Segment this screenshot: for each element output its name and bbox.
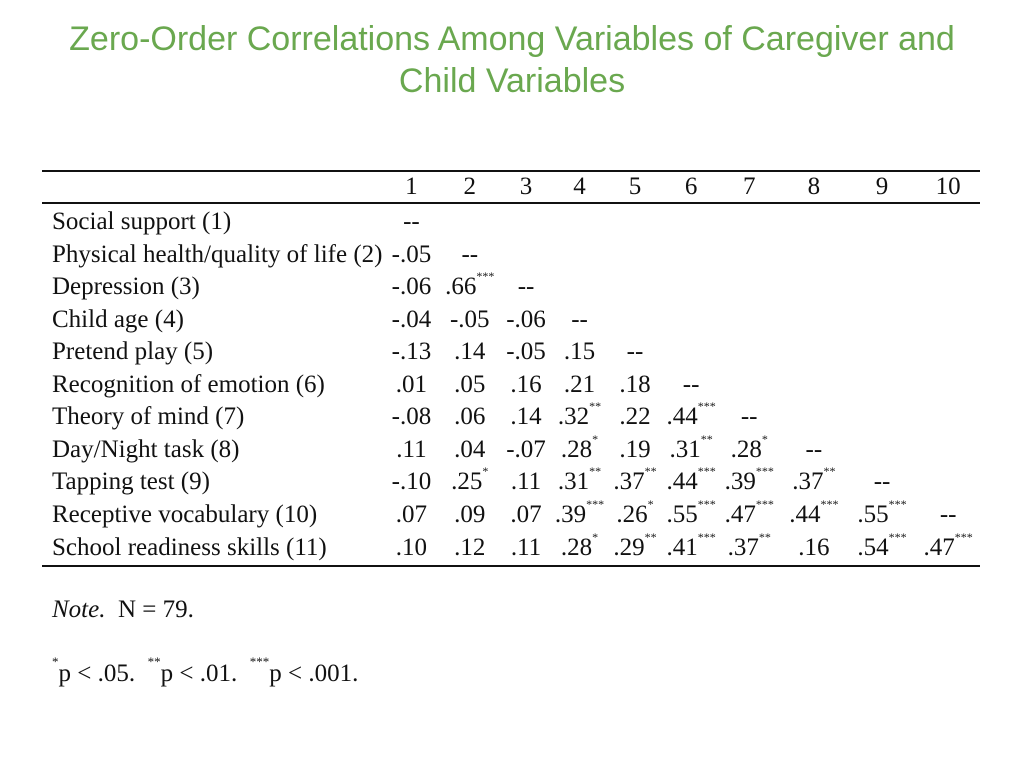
cell-value: .44	[666, 403, 698, 431]
row-label: Physical health/quality of life (2)	[52, 240, 383, 268]
cell-value: .18	[619, 370, 651, 398]
table-cell	[664, 239, 719, 272]
sig-text-3: p < .001.	[269, 660, 359, 687]
cell-value: --	[626, 338, 644, 366]
cell-value: -.05	[506, 338, 546, 366]
row-label: Tapping test (9)	[52, 468, 210, 496]
table-cell	[606, 434, 664, 467]
table-cell	[848, 434, 917, 467]
table-cell	[916, 531, 980, 566]
table-row	[42, 304, 980, 337]
column-header: 7	[718, 171, 780, 203]
cell-value: .37	[727, 534, 759, 561]
cell-value: -.07	[506, 435, 546, 463]
table-cell	[553, 203, 606, 239]
cell-value: .14	[510, 403, 542, 431]
table-row	[42, 434, 980, 467]
cell-value: .29	[613, 534, 645, 561]
cell-value: --	[517, 273, 535, 301]
table-cell	[848, 239, 917, 272]
cell-value: .31	[669, 435, 701, 463]
significance-marker: *	[761, 431, 768, 446]
cell-value: -.05	[449, 305, 490, 333]
table-cell	[780, 434, 848, 467]
cell-value: .11	[510, 468, 542, 496]
significance-marker: ***	[697, 530, 716, 544]
table-cell	[718, 466, 780, 499]
cell-value: .22	[619, 403, 651, 431]
table-cell	[916, 203, 980, 239]
table-cell	[606, 531, 664, 566]
table-cell	[440, 203, 499, 239]
cell-value: .26	[616, 500, 648, 528]
cell-value: .66	[445, 273, 477, 301]
table-cell	[664, 401, 719, 434]
table-row	[42, 239, 980, 272]
cell-value: .41	[666, 534, 698, 561]
table-cell	[382, 336, 440, 369]
significance-marker: *	[592, 530, 599, 544]
significance-marker: *	[592, 431, 599, 446]
significance-marker: ***	[755, 464, 774, 479]
cell-value: .11	[510, 534, 542, 561]
table-cell	[440, 499, 499, 532]
table-cell	[440, 336, 499, 369]
table-cell	[664, 336, 719, 369]
table-cell	[848, 271, 917, 304]
table-cell	[848, 531, 917, 566]
header-corner	[42, 171, 382, 203]
cell-value: --	[403, 208, 420, 236]
table-row	[42, 466, 980, 499]
table-cell	[499, 203, 553, 239]
table-cell	[916, 304, 980, 337]
table-cell	[718, 304, 780, 337]
table-cell	[848, 401, 917, 434]
table-cell	[848, 304, 917, 337]
table-cell	[606, 271, 664, 304]
table-cell	[553, 304, 606, 337]
column-header: 4	[553, 171, 606, 203]
cell-value: .55	[857, 500, 889, 528]
row-label: Child age (4)	[52, 305, 184, 333]
row-label: Social support (1)	[52, 208, 232, 236]
cell-value: .37	[613, 468, 645, 496]
cell-value: .44	[666, 468, 698, 496]
cell-value: .06	[454, 403, 486, 431]
table-cell	[718, 496, 780, 532]
table-cell	[553, 431, 606, 467]
header-row	[42, 171, 980, 203]
cell-value: --	[873, 468, 891, 496]
cell-value: --	[682, 370, 700, 398]
row-label: School readiness skills (11)	[42, 531, 382, 566]
table-body	[42, 203, 980, 566]
cell-value: .28	[730, 435, 762, 463]
slide-title: Zero-Order Correlations Among Variables of Caregiver and Child Variables	[69, 20, 955, 100]
table-cell	[440, 466, 499, 499]
table-cell	[499, 401, 553, 434]
table-cell	[718, 531, 780, 566]
sig-marker-2: **	[147, 654, 161, 669]
row-label: Recognition of emotion (6)	[52, 370, 325, 398]
cell-value: .47	[923, 534, 955, 561]
table-cell	[606, 496, 664, 532]
cell-value: .07	[395, 500, 428, 528]
table-cell	[382, 369, 440, 402]
cell-value: .21	[563, 370, 596, 398]
table-cell	[440, 434, 499, 467]
cell-value: .19	[619, 435, 651, 463]
table-cell	[553, 369, 606, 402]
significance-legend	[52, 654, 359, 688]
significance-marker: **	[589, 464, 602, 479]
cell-value: .28	[560, 435, 593, 463]
table-cell	[916, 271, 980, 304]
cell-value: .55	[666, 500, 698, 528]
table-cell	[664, 304, 719, 337]
significance-marker: **	[758, 530, 771, 544]
table-note	[52, 596, 194, 624]
cell-value: -.05	[391, 240, 432, 268]
cell-value: .44	[789, 500, 821, 528]
table-row	[42, 369, 980, 402]
table-cell	[664, 531, 719, 566]
table-cell	[382, 499, 440, 532]
cell-value: .25	[451, 468, 483, 496]
table-cell	[848, 336, 917, 369]
table-cell	[780, 466, 848, 499]
column-header: 2	[440, 171, 499, 203]
table-cell	[664, 466, 719, 499]
table-cell	[499, 369, 553, 402]
table-cell	[553, 239, 606, 272]
significance-marker: ***	[755, 496, 774, 511]
cell-value: -.06	[391, 273, 432, 301]
significance-marker: *	[647, 496, 654, 511]
table-cell	[848, 203, 917, 239]
table-cell	[553, 466, 606, 499]
cell-value: -.06	[506, 305, 546, 333]
table-cell	[553, 336, 606, 369]
table-cell	[848, 466, 917, 499]
table-cell	[499, 466, 553, 499]
significance-marker: ***	[820, 496, 839, 511]
table-cell	[780, 401, 848, 434]
table-cell	[664, 431, 719, 467]
significance-marker: **	[589, 399, 602, 414]
table-cell	[382, 239, 440, 272]
table-cell	[382, 203, 440, 239]
row-label: Pretend play (5)	[52, 338, 214, 366]
cell-value: .05	[454, 370, 486, 398]
cell-value: .16	[510, 370, 542, 398]
table-row	[42, 531, 980, 566]
table-cell	[606, 304, 664, 337]
table-cell	[606, 369, 664, 402]
table-cell	[382, 434, 440, 467]
table-cell	[718, 203, 780, 239]
table-cell	[606, 203, 664, 239]
table-cell	[780, 304, 848, 337]
significance-marker: ***	[888, 530, 907, 544]
significance-marker: ***	[697, 464, 716, 479]
table-cell	[499, 239, 553, 272]
table-cell	[780, 271, 848, 304]
significance-marker: ***	[697, 496, 716, 511]
table-cell	[553, 531, 606, 566]
significance-marker: ***	[888, 496, 907, 511]
table-row	[42, 401, 980, 434]
cell-value: .12	[454, 534, 486, 561]
cell-value: -.13	[391, 338, 432, 366]
table-cell	[440, 239, 499, 272]
cell-value: --	[571, 305, 588, 333]
table-cell	[553, 271, 606, 304]
table-cell	[499, 434, 553, 467]
table-cell	[916, 369, 980, 402]
table-cell	[848, 496, 917, 532]
significance-marker: *	[482, 464, 489, 479]
table-cell	[780, 203, 848, 239]
cell-value: .09	[454, 500, 486, 528]
cell-value: .11	[396, 435, 427, 463]
table-cell	[382, 466, 440, 499]
cell-value: .54	[857, 534, 889, 561]
table-cell	[916, 434, 980, 467]
table-cell	[499, 499, 553, 532]
table-cell	[553, 496, 606, 532]
table-cell	[780, 496, 848, 532]
column-header: 1	[382, 171, 440, 203]
table-cell	[499, 531, 553, 566]
column-header: 3	[499, 171, 553, 203]
table-cell	[440, 271, 499, 304]
column-header: 6	[664, 171, 719, 203]
significance-marker: ***	[697, 399, 716, 414]
table-cell	[718, 336, 780, 369]
column-header: 5	[606, 171, 664, 203]
table-cell	[499, 304, 553, 337]
cell-value: .39	[554, 500, 587, 528]
cell-value: .07	[510, 500, 542, 528]
cell-value: .37	[792, 468, 824, 496]
table-cell	[606, 239, 664, 272]
table-cell	[499, 336, 553, 369]
table-cell	[916, 499, 980, 532]
cell-value: .39	[724, 468, 756, 496]
row-label: Receptive vocabulary (10)	[52, 500, 318, 528]
cell-value: -.04	[391, 305, 432, 333]
cell-value: --	[939, 500, 957, 528]
table-cell	[916, 466, 980, 499]
note-text: N = 79.	[117, 596, 194, 623]
table-cell	[780, 369, 848, 402]
table-cell	[848, 369, 917, 402]
table-cell	[780, 239, 848, 272]
table-cell	[664, 271, 719, 304]
table-cell	[916, 336, 980, 369]
table-cell	[382, 271, 440, 304]
table-cell	[440, 531, 499, 566]
table-cell	[606, 401, 664, 434]
table-cell	[718, 431, 780, 467]
column-header: 10	[916, 171, 980, 203]
sig-marker-3: ***	[249, 654, 270, 669]
table-cell	[382, 401, 440, 434]
row-label: Day/Night task (8)	[52, 435, 240, 463]
cell-value: .31	[557, 468, 590, 496]
cell-value: .14	[454, 338, 486, 366]
table-cell	[440, 369, 499, 402]
table-cell	[664, 369, 719, 402]
cell-value: .01	[395, 370, 428, 398]
table-cell	[664, 496, 719, 532]
table-cell	[606, 336, 664, 369]
sig-text-2: p < .01.	[160, 660, 238, 687]
significance-marker: **	[700, 431, 713, 446]
table-cell	[440, 401, 499, 434]
cell-value: .16	[798, 534, 830, 561]
row-label: Depression (3)	[52, 273, 200, 301]
table-cell	[780, 531, 848, 566]
table-cell	[440, 304, 499, 337]
table-row	[42, 271, 980, 304]
row-label: Theory of mind (7)	[52, 403, 245, 431]
column-header: 8	[780, 171, 848, 203]
table-row	[42, 499, 980, 532]
correlation-table	[42, 170, 980, 567]
note-label: Note.	[52, 596, 106, 623]
table-cell	[916, 401, 980, 434]
cell-value: --	[461, 240, 479, 268]
table-cell	[553, 401, 606, 434]
table-row	[42, 203, 980, 239]
table-cell	[718, 401, 780, 434]
table-cell	[606, 466, 664, 499]
significance-marker: ***	[586, 496, 605, 511]
significance-marker: **	[644, 530, 657, 544]
cell-value: .15	[563, 338, 596, 366]
table-cell	[718, 271, 780, 304]
significance-marker: **	[823, 464, 836, 479]
cell-value: .47	[724, 500, 756, 528]
cell-value: .32	[557, 403, 590, 431]
table-cell	[780, 336, 848, 369]
table-row	[42, 336, 980, 369]
table-cell	[499, 271, 553, 304]
cell-value: -.08	[391, 403, 432, 431]
cell-value: .04	[454, 435, 486, 463]
cell-value: -.10	[391, 468, 432, 496]
significance-marker: ***	[954, 530, 973, 544]
cell-value: --	[740, 403, 758, 431]
significance-marker: **	[644, 464, 657, 479]
table-cell	[664, 203, 719, 239]
cell-value: .28	[560, 534, 593, 561]
cell-value: --	[805, 435, 823, 463]
table-cell	[718, 239, 780, 272]
cell-value: .10	[395, 534, 428, 561]
table-cell	[718, 369, 780, 402]
table-cell	[382, 304, 440, 337]
sig-text-1: p < .05.	[58, 660, 136, 687]
significance-marker: ***	[476, 269, 495, 284]
column-header: 9	[848, 171, 917, 203]
table-cell	[916, 239, 980, 272]
sig-marker-1: *	[52, 654, 59, 669]
table-cell	[382, 531, 440, 566]
